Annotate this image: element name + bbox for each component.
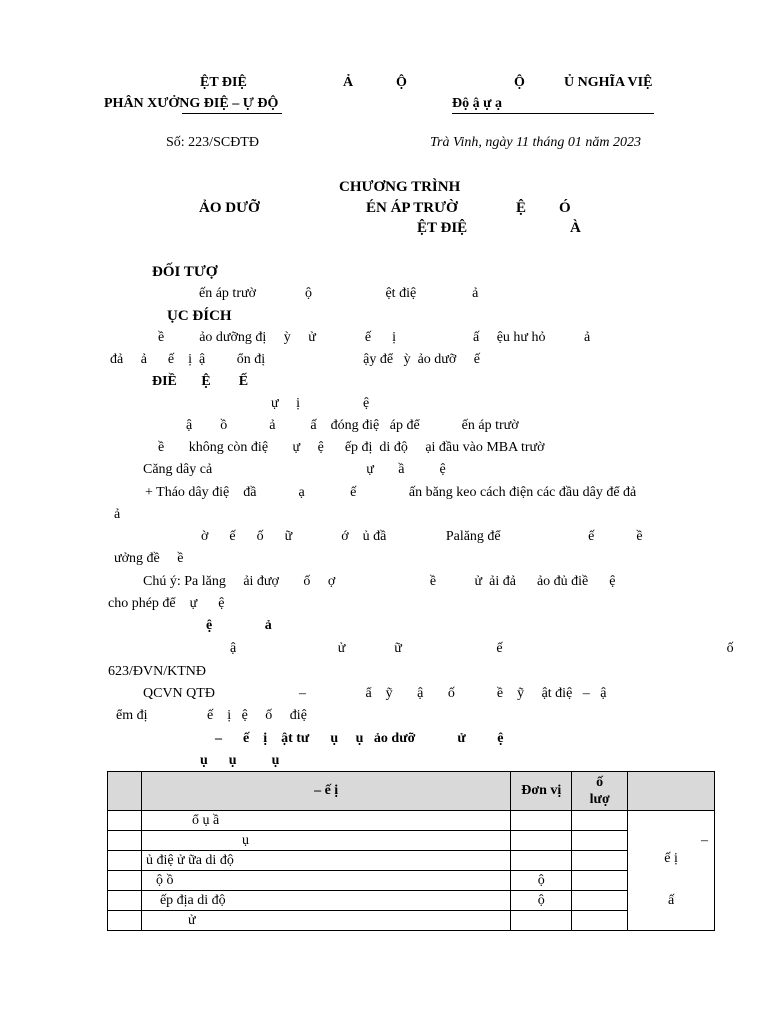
table-row [108, 811, 715, 831]
national-motto-b: Ộ [396, 75, 407, 90]
cell-quantity [572, 831, 628, 851]
col-header-name: – ế ị [141, 772, 510, 811]
national-motto-d: Ủ NGHĨA VIỆ [564, 75, 653, 90]
paragraph-12: 623/ĐVN/KTNĐ [108, 664, 206, 679]
cell-unit [511, 811, 572, 831]
paragraph-14: – ế ị ật tư ụ ụ ảo dưỡ ử ệ [215, 731, 504, 746]
cell-unit: ộ [511, 871, 572, 891]
cell-index [108, 851, 142, 871]
cell-name: ộ ồ [141, 871, 510, 891]
paragraph-6: Căng dây cả ự ầ ệ [143, 462, 446, 477]
table-row [108, 831, 715, 851]
national-motto-line2: Độ ậ ự ạ [452, 96, 503, 111]
paragraph-1: ến áp trườ ộ ệt điệ ả [199, 286, 479, 301]
cell-name: ụ [141, 831, 510, 851]
place-date: Trà Vinh, ngày 11 tháng 01 năm 2023 [430, 135, 642, 150]
paragraph-10: ệ ả [206, 618, 272, 633]
cell-quantity [572, 851, 628, 871]
table-row [108, 891, 715, 911]
doc-number: Số: 223/SCĐTĐ [166, 135, 259, 150]
cell-name: ử [141, 911, 510, 931]
paragraph-7b: ả [114, 507, 121, 522]
cell-quantity [572, 811, 628, 831]
cell-unit [511, 851, 572, 871]
doc-title-line2-d: Ó [559, 200, 571, 216]
org-name-line1: ỆT ĐIỆ [200, 75, 247, 90]
paragraph-9a: Chú ý: Pa lăng ải đượ ố ợ ề ử ải đả ảo đủ điề ệ [143, 574, 616, 589]
table-row [108, 871, 715, 891]
materials-table [107, 771, 715, 931]
national-motto-a: Ả [343, 75, 354, 90]
section-heading-1: ĐỐI TƯỢ [152, 264, 218, 280]
paragraph-8a: ờ ế ố ữ ớ ủ đầ Palăng để ế ề [201, 529, 643, 544]
cell-name: ếp địa di độ [141, 891, 510, 911]
paragraph-2a: ề ảo dưỡng đị ỳ ử ế ị ấ ệu hư hỏ ả [158, 330, 591, 345]
paragraph-13a: QCVN QTĐ – ẩ ỹ ậ ố ề ỹ ật điệ – ậ [143, 686, 607, 701]
doc-title-line3-b: À [570, 220, 581, 236]
paragraph-4: ậ ồ ả ấ đóng điệ áp để ến áp trườ [186, 418, 519, 433]
cell-name: ổ ụ ầ [141, 811, 510, 831]
org-underline [182, 113, 282, 114]
paragraph-9b: cho phép để ự ệ [108, 596, 225, 611]
section-heading-3: ĐIỀ Ệ Ế [152, 374, 249, 389]
paragraph-2b: đả ả ế ị ậ ổn đị ậy để ỳ ảo dưỡ ế [110, 352, 480, 367]
col-header-note [628, 772, 715, 811]
cell-note-merged [628, 811, 715, 931]
table-header-row [108, 772, 715, 811]
cell-quantity [572, 871, 628, 891]
cell-index [108, 871, 142, 891]
doc-title-line2-a: ẢO DƯỠ [199, 200, 260, 216]
cell-index [108, 811, 142, 831]
motto-underline [452, 113, 654, 114]
note-text: ế ị [664, 850, 678, 866]
paragraph-5: ề không còn điệ ự ệ ếp đị di độ ại đầu vào MBA trườ [158, 440, 545, 455]
paragraph-15: ụ ụ ụ [200, 753, 280, 768]
doc-title-line2-c: Ệ [516, 200, 527, 216]
paragraph-8b: ưởng đề ề [114, 551, 184, 566]
paragraph-3: ự ị ệ [271, 396, 370, 411]
col-header-unit: Đơn vị [511, 772, 572, 811]
note-text-2: ấ [667, 892, 675, 908]
cell-unit [511, 831, 572, 851]
paragraph-7a: + Tháo dây điệ đầ ạ ế ấn băng keo cách điện các đầu dây để đả [145, 485, 637, 500]
col-header-quantity: ố lượ [572, 772, 628, 811]
section-heading-2: ỤC ĐÍCH [167, 308, 232, 324]
col-header-index [108, 772, 142, 811]
doc-title-line2-b: ÉN ÁP TRƯỜ [366, 200, 458, 216]
org-name-line2: PHÂN XƯỞNG ĐIỆ – Ự ĐỘ [104, 96, 279, 111]
table-row [108, 851, 715, 871]
paragraph-11: ậ ử ữ ế ố [230, 641, 734, 656]
cell-unit: ộ [511, 891, 572, 911]
cell-quantity [572, 911, 628, 931]
doc-title-line3-a: ỆT ĐIỆ [417, 220, 468, 236]
cell-index [108, 911, 142, 931]
cell-index [108, 891, 142, 911]
note-dash: – [701, 832, 708, 848]
cell-name: ủ điệ ử ữa di độ [141, 851, 510, 871]
cell-index [108, 831, 142, 851]
table-row [108, 911, 715, 931]
cell-unit [511, 911, 572, 931]
cell-quantity [572, 891, 628, 911]
national-motto-c: Ộ [514, 75, 525, 90]
paragraph-13b: ểm đị ế ị ệ ố điệ [116, 708, 307, 723]
doc-title-line1: CHƯƠNG TRÌNH [339, 179, 461, 195]
